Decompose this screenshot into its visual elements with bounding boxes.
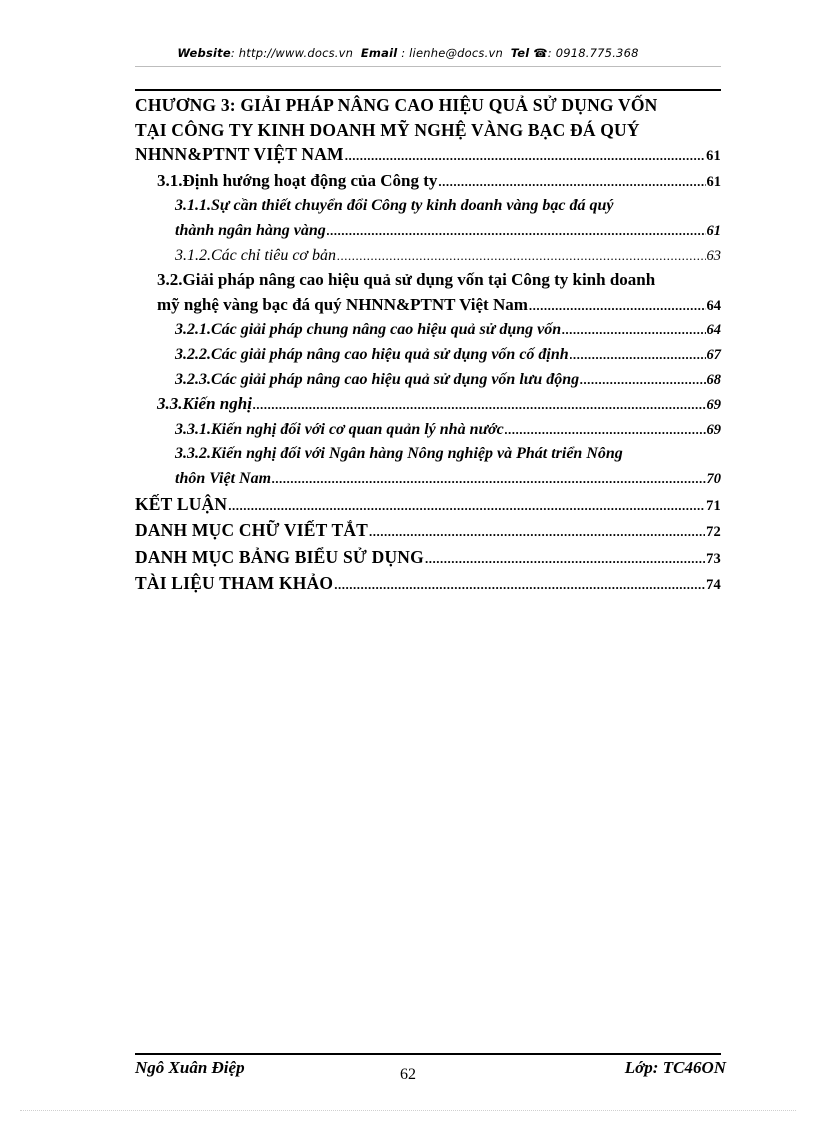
dot-leader xyxy=(580,368,705,393)
website-value: : http://www.docs.vn xyxy=(230,46,354,60)
toc-chapter-3-line2: TẠI CÔNG TY KINH DOANH MỸ NGHỆ VÀNG BẠC ĐÁ QUÝ xyxy=(135,119,640,140)
toc-section-3-1-1-line1: 3.1.1.Sự cần thiết chuyển đổi Công ty kinh doanh vàng bạc đá quý xyxy=(175,197,614,215)
toc-tai-lieu-tham-khao: TÀI LIỆU THAM KHẢO ..... 74 xyxy=(135,571,721,598)
page-number: 63 xyxy=(706,247,721,264)
dot-leader xyxy=(272,467,705,492)
page-number: 61 xyxy=(706,173,721,190)
dot-leader xyxy=(529,294,706,319)
footer-rule xyxy=(135,1053,721,1055)
page-number: 67 xyxy=(706,346,721,363)
toc-chapter-3-line1: CHƯƠNG 3: GIẢI PHÁP NÂNG CAO HIỆU QUẢ SỬ DỤNG VỐN xyxy=(135,95,658,115)
page-number: 64 xyxy=(706,297,721,314)
page-number: 72 xyxy=(706,524,721,541)
toc-section-3-1: 3.1.Định hướng hoạt động của Công ty ..... 61 xyxy=(135,169,721,195)
toc-danh-muc-chu-viet-tat: DANH MỤC CHỮ VIẾT TẮT ..... 72 xyxy=(135,518,721,545)
dot-leader xyxy=(425,547,705,572)
toc-section-3-3-2-line1: 3.3.2.Kiến nghị đối với Ngân hàng Nông nghiệp và Phát triển Nông xyxy=(175,445,623,463)
page-bottom-border xyxy=(20,1110,796,1111)
toc-ket-luan: KẾT LUẬN ..... 71 xyxy=(135,492,721,519)
dot-leader xyxy=(334,573,705,598)
dot-leader xyxy=(345,144,705,169)
tel-value: : 0918.775.368 xyxy=(547,46,639,60)
table-of-contents xyxy=(135,93,721,598)
footer-class: Lớp: TC46ON xyxy=(624,1058,726,1077)
dot-leader xyxy=(327,219,706,244)
toc-section-3-2-1: 3.2.1.Các giải pháp chung nâng cao hiệu quả sử dụng vốn ..... 64 xyxy=(135,318,721,343)
page-number: 69 xyxy=(706,397,721,414)
toc-section-3-3: 3.3.Kiến nghị ..... 69 xyxy=(135,392,721,418)
phone-icon: ☎ xyxy=(533,46,548,60)
page-number: 61 xyxy=(706,222,721,239)
toc-section-3-2-3: 3.2.3.Các giải pháp nâng cao hiệu quả sử dụng vốn lưu động ..... 68 xyxy=(135,368,721,393)
page-number: 68 xyxy=(706,371,721,388)
page-number: 73 xyxy=(706,550,721,567)
toc-danh-muc-bang-bieu: DANH MỤC BẢNG BIỂU SỬ DỤNG ..... 73 xyxy=(135,545,721,572)
dot-leader xyxy=(562,318,705,343)
dot-leader xyxy=(228,494,705,519)
toc-section-3-2-line1: 3.2.Giải pháp nâng cao hiệu quả sử dụng vốn tại Công ty kinh doanh xyxy=(157,270,656,290)
page-number: 69 xyxy=(706,421,721,438)
page-number: 61 xyxy=(706,148,721,165)
website-label: Website xyxy=(177,46,231,60)
dot-leader xyxy=(570,343,706,368)
email-value: : lienhe@docs.vn xyxy=(401,46,503,60)
tel-label: Tel xyxy=(510,46,530,60)
header-rule-thin xyxy=(135,66,721,67)
dot-leader xyxy=(505,418,706,443)
dot-leader xyxy=(337,244,706,269)
dot-leader xyxy=(369,520,705,545)
toc-section-3-1-2: 3.1.2.Các chỉ tiêu cơ bản ..... 63 xyxy=(135,244,721,269)
email-label: Email xyxy=(360,46,398,60)
toc-section-3-3-2-line2: thôn Việt Nam ..... 70 xyxy=(135,467,721,492)
footer-page-number: 62 xyxy=(400,1066,416,1083)
page-header xyxy=(0,46,816,60)
page-number: 70 xyxy=(706,470,721,487)
page-number: 64 xyxy=(706,322,721,339)
toc-section-3-1-1-line2: thành ngân hàng vàng ..... 61 xyxy=(135,219,721,244)
footer-author: Ngô Xuân Điệp xyxy=(135,1058,245,1077)
page-number: 74 xyxy=(706,577,721,594)
header-rule-thick xyxy=(135,89,721,91)
toc-chapter-3-line3: NHNN&PTNT VIỆT NAM ..... 61 xyxy=(135,142,721,169)
dot-leader xyxy=(253,393,706,418)
dot-leader xyxy=(438,170,705,195)
toc-section-3-3-1: 3.3.1.Kiến nghị đối với cơ quan quản lý nhà nước ..... 69 xyxy=(135,418,721,443)
page-number: 71 xyxy=(706,497,721,514)
toc-section-3-2-2: 3.2.2.Các giải pháp nâng cao hiệu quả sử dụng vốn cố định ..... 67 xyxy=(135,343,721,368)
toc-section-3-2-line2: mỹ nghệ vàng bạc đá quý NHNN&PTNT Việt Nam ..... 64 xyxy=(135,293,721,319)
